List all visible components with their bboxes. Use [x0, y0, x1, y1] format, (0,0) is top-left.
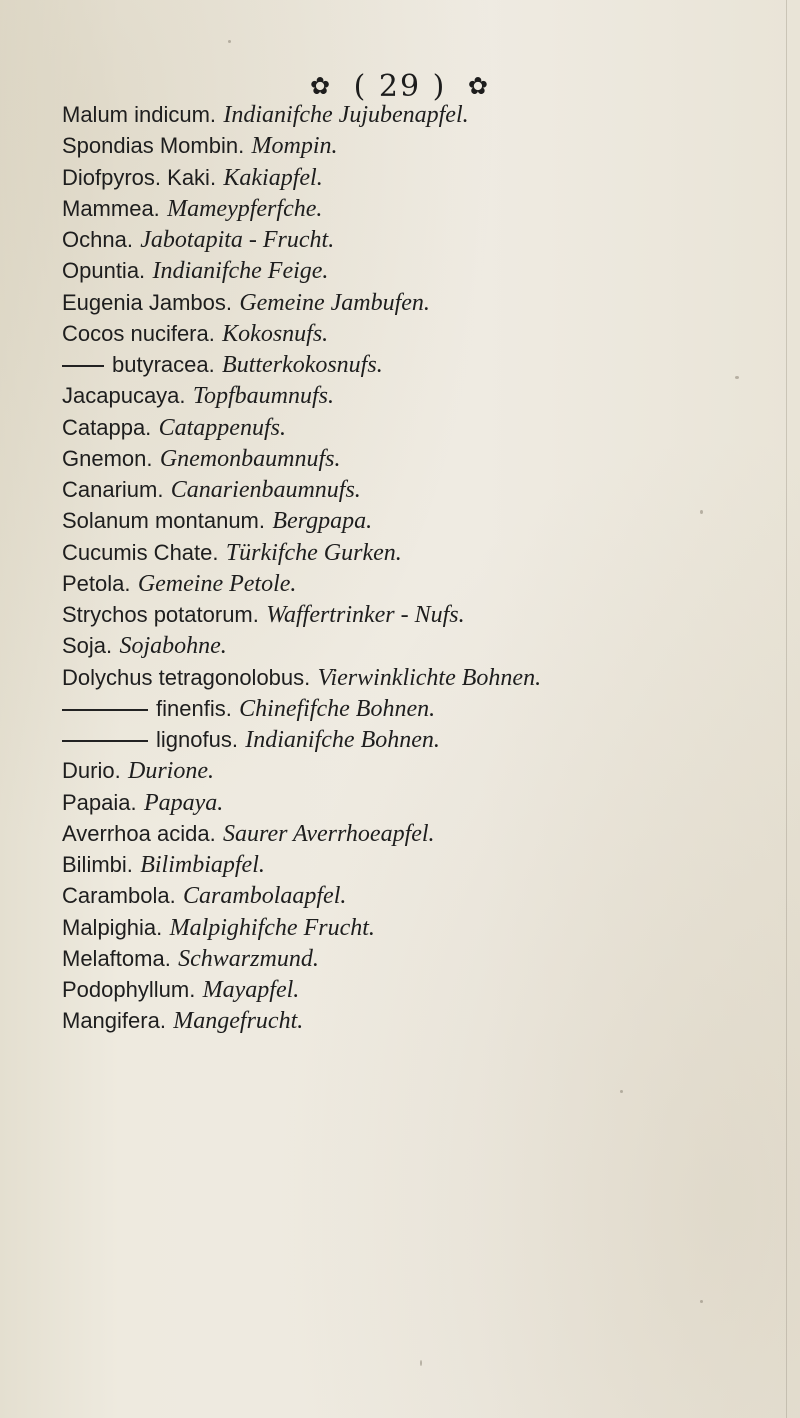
list-entry: [62, 755, 782, 786]
latin-name: Cucumis Chate.: [62, 539, 219, 565]
german-name: Catappenufs.: [158, 414, 286, 441]
page-number: ( 29 ): [353, 69, 447, 104]
latin-name: Spondias Mombin.: [62, 133, 245, 159]
german-name: Saurer Averrhoeapfel.: [223, 820, 435, 847]
german-name: Waffertrinker - Nufs.: [266, 602, 465, 628]
german-name: Türkifche Gurken.: [225, 539, 402, 566]
german-name: Indianifche Jujubenapfel.: [223, 102, 469, 128]
latin-name: Solanum montanum.: [62, 508, 265, 534]
list-entry: [62, 943, 782, 974]
page-edge-line: [786, 0, 787, 1418]
list-entry: [62, 162, 782, 193]
list-entry: [62, 912, 782, 943]
list-entry: [62, 662, 782, 693]
list-entry: [62, 474, 782, 505]
latin-name: Catappa.: [62, 414, 152, 440]
list-entry: [62, 1005, 782, 1036]
paper-speck: [700, 510, 703, 514]
list-entry: [62, 380, 782, 411]
paper-speck: [228, 40, 231, 43]
latin-name: Cocos nucifera.: [62, 320, 215, 346]
paper-speck: [420, 1360, 422, 1366]
german-name: Vierwinklichte Bohnen.: [317, 664, 542, 691]
list-entry: [62, 630, 782, 661]
german-name: Gemeine Jambufen.: [239, 289, 430, 316]
list-entry: [62, 505, 782, 536]
paper-speck: [620, 1090, 623, 1093]
latin-name: Gnemon.: [62, 445, 153, 471]
list-entry: [62, 818, 782, 849]
german-name: Canarienbaumnufs.: [170, 477, 361, 503]
latin-name: finenfis.: [156, 695, 232, 721]
paper-speck: [700, 1300, 703, 1303]
latin-name: Mangifera.: [62, 1008, 166, 1034]
list-entry: [62, 974, 782, 1005]
german-name: Indianifche Feige.: [152, 258, 329, 285]
german-name: Kakiapfel.: [223, 164, 323, 191]
latin-name: Canarium.: [62, 477, 164, 502]
german-name: Butterkokosnufs.: [222, 352, 383, 378]
latin-name: butyracea.: [112, 352, 215, 377]
list-entry: [62, 693, 782, 724]
german-name: Gnemonbaumnufs.: [159, 445, 341, 472]
latin-name: Opuntia.: [62, 258, 146, 284]
flower-ornament-icon: ✿: [467, 72, 490, 100]
german-name: Sojabohne.: [119, 633, 227, 660]
list-entry: [62, 568, 782, 599]
german-name: Kokosnufs.: [222, 320, 329, 347]
list-entry: [62, 537, 782, 568]
latin-name: Dolychus tetragonolobus.: [62, 664, 311, 690]
german-name: Papaya.: [143, 789, 224, 816]
list-entry: [62, 412, 782, 443]
latin-name: lignofus.: [156, 727, 238, 752]
paper-speck: [735, 376, 739, 379]
latin-name: Carambola.: [62, 883, 176, 909]
german-name: Durione.: [128, 758, 214, 785]
german-name: Bergpapa.: [272, 508, 373, 535]
latin-name: Averrhoa acida.: [62, 820, 216, 846]
repeat-dash: [62, 709, 148, 711]
flower-ornament-icon: ✿: [310, 72, 333, 100]
german-name: Topfbaumnufs.: [192, 383, 334, 410]
latin-name: Ochna.: [62, 227, 133, 252]
german-name: Schwarzmund.: [178, 945, 319, 972]
list-entry: [62, 443, 782, 474]
latin-name: Eugenia Jambos.: [62, 289, 232, 315]
german-name: Gemeine Petole.: [137, 570, 297, 597]
list-entry: [62, 130, 782, 161]
latin-name: Diofpyros. Kaki.: [62, 164, 217, 190]
list-entry: [62, 724, 782, 755]
latin-name: Mammea.: [62, 195, 160, 221]
german-name: Mangefrucht.: [173, 1008, 304, 1035]
list-entry: [62, 318, 782, 349]
list-entry: [62, 224, 782, 255]
german-name: Mameypferfche.: [167, 195, 323, 222]
latin-name: Papaia.: [62, 789, 137, 815]
latin-name: Bilimbi.: [62, 852, 133, 877]
latin-name: Malum indicum.: [62, 102, 217, 127]
latin-name: Petola.: [62, 570, 131, 596]
list-entry: [62, 99, 782, 130]
repeat-dash: [62, 740, 148, 742]
german-name: Bilimbiapfel.: [140, 852, 265, 878]
latin-name: Melaftoma.: [62, 945, 171, 971]
list-entry: [62, 193, 782, 224]
plant-list: [62, 99, 782, 1037]
list-entry: [62, 287, 782, 318]
latin-name: Podophyllum.: [62, 977, 196, 1002]
german-name: Malpighifche Frucht.: [169, 914, 375, 941]
repeat-dash: [62, 365, 104, 367]
german-name: Mayapfel.: [202, 977, 300, 1003]
latin-name: Strychos potatorum.: [62, 602, 259, 627]
latin-name: Malpighia.: [62, 914, 163, 940]
list-entry: [62, 787, 782, 818]
list-entry: [62, 880, 782, 911]
latin-name: Jacapucaya.: [62, 383, 186, 409]
german-name: Chinefifche Bohnen.: [239, 695, 436, 722]
german-name: Carambolaapfel.: [183, 883, 347, 910]
latin-name: Soja.: [62, 633, 113, 659]
latin-name: Durio.: [62, 758, 121, 784]
german-name: Mompin.: [251, 133, 338, 160]
list-entry: [62, 599, 782, 630]
list-entry: [62, 349, 782, 380]
german-name: Jabotapita - Frucht.: [140, 227, 335, 253]
list-entry: [62, 849, 782, 880]
german-name: Indianifche Bohnen.: [245, 727, 440, 753]
list-entry: [62, 255, 782, 286]
